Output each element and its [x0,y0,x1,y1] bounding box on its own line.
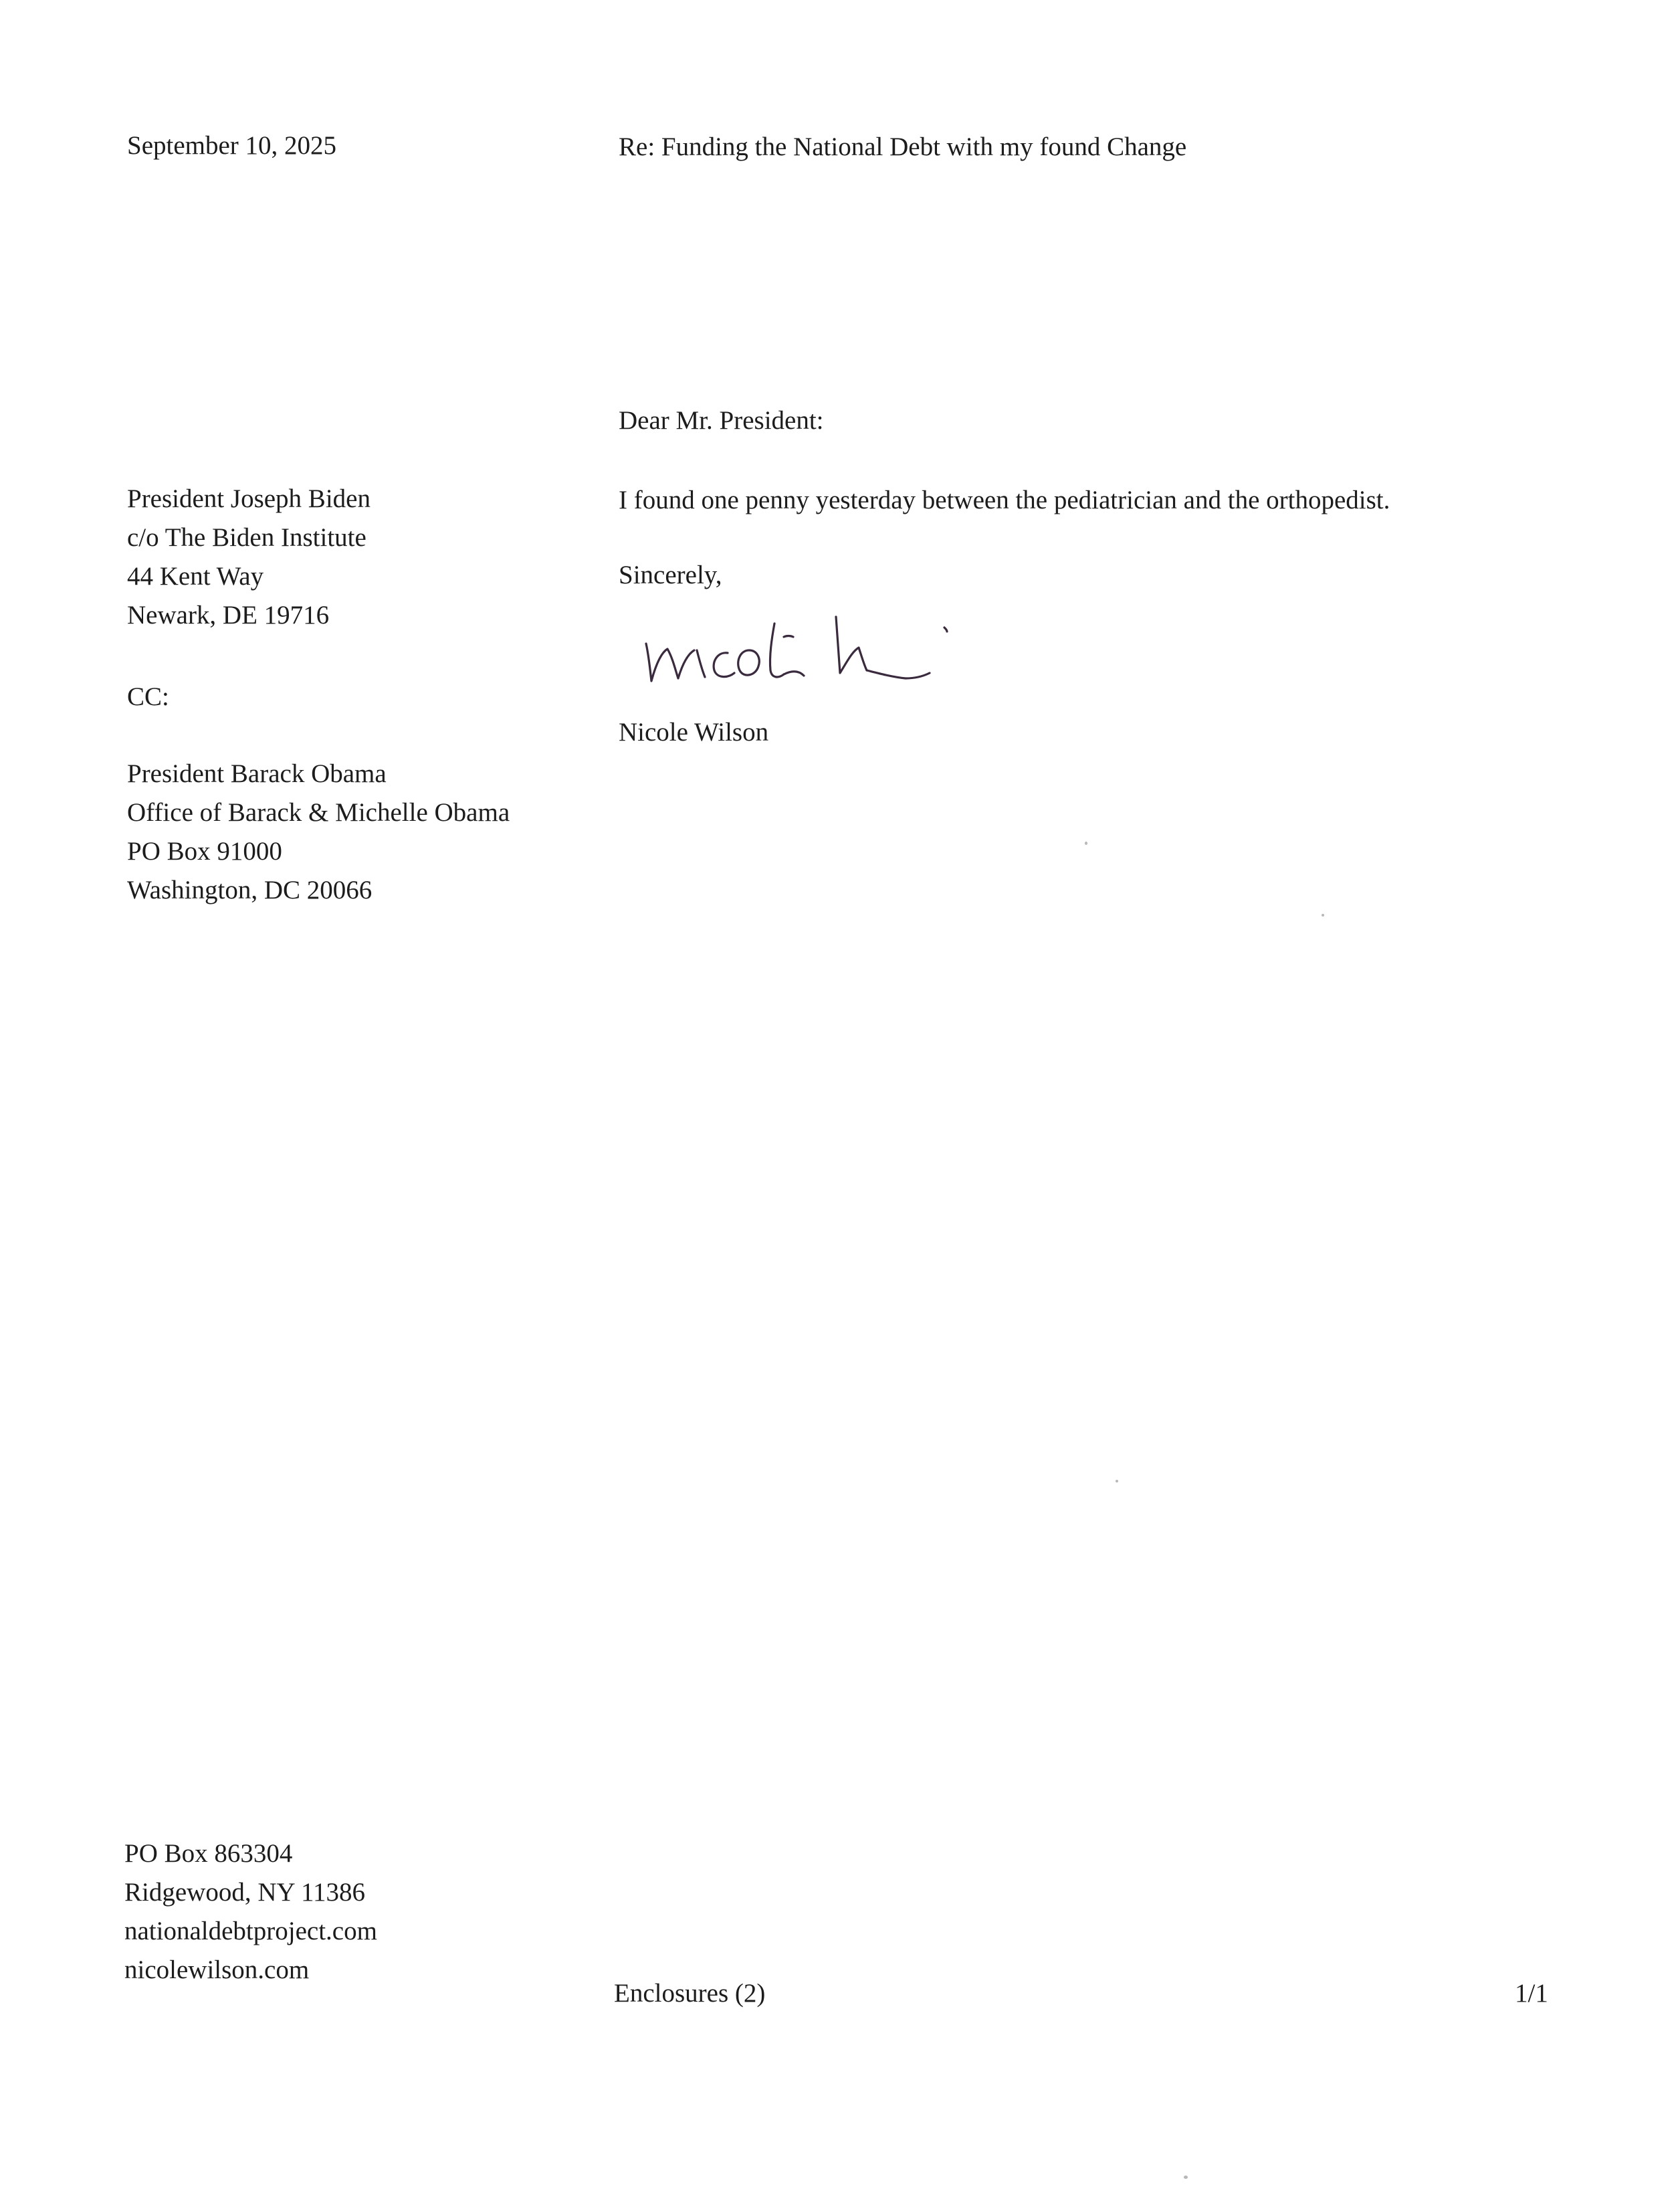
recipient-address [127,480,371,635]
recipient-name: President Joseph Biden [127,484,371,513]
sender-website-2: nicolewilson.com [124,1955,310,1984]
salutation: Dear Mr. President: [619,406,824,435]
recipient-org: c/o The Biden Institute [127,523,366,552]
scan-speck [1116,1480,1118,1482]
sender-po-box: PO Box 863304 [124,1839,293,1868]
closing: Sincerely, [619,561,722,589]
signer-name: Nicole Wilson [619,718,769,747]
cc-name: President Barack Obama [127,759,387,788]
scan-speck [1322,914,1324,917]
scan-speck [1184,2176,1188,2179]
recipient-street: 44 Kent Way [127,562,264,591]
sender-city: Ridgewood, NY 11386 [124,1878,366,1907]
cc-org: Office of Barack & Michelle Obama [127,798,510,827]
cc-label: CC: [127,682,169,711]
sender-website-1: nationaldebtproject.com [124,1917,377,1945]
handwritten-signature [635,609,983,702]
body-paragraph: I found one penny yesterday between the pediatrician and the orthopedist. [619,486,1390,514]
letter-date: September 10, 2025 [127,131,337,160]
sender-address [124,1834,377,1990]
scan-speck [1085,842,1087,845]
enclosures-note: Enclosures (2) [614,1979,766,2008]
cc-address [127,755,510,910]
letter-subject: Re: Funding the National Debt with my found Change [619,132,1187,161]
cc-po-box: PO Box 91000 [127,837,282,866]
signature-drawing [635,609,983,702]
recipient-city: Newark, DE 19716 [127,601,330,630]
cc-city: Washington, DC 20066 [127,876,373,904]
page-number: 1/1 [1515,1979,1548,2008]
